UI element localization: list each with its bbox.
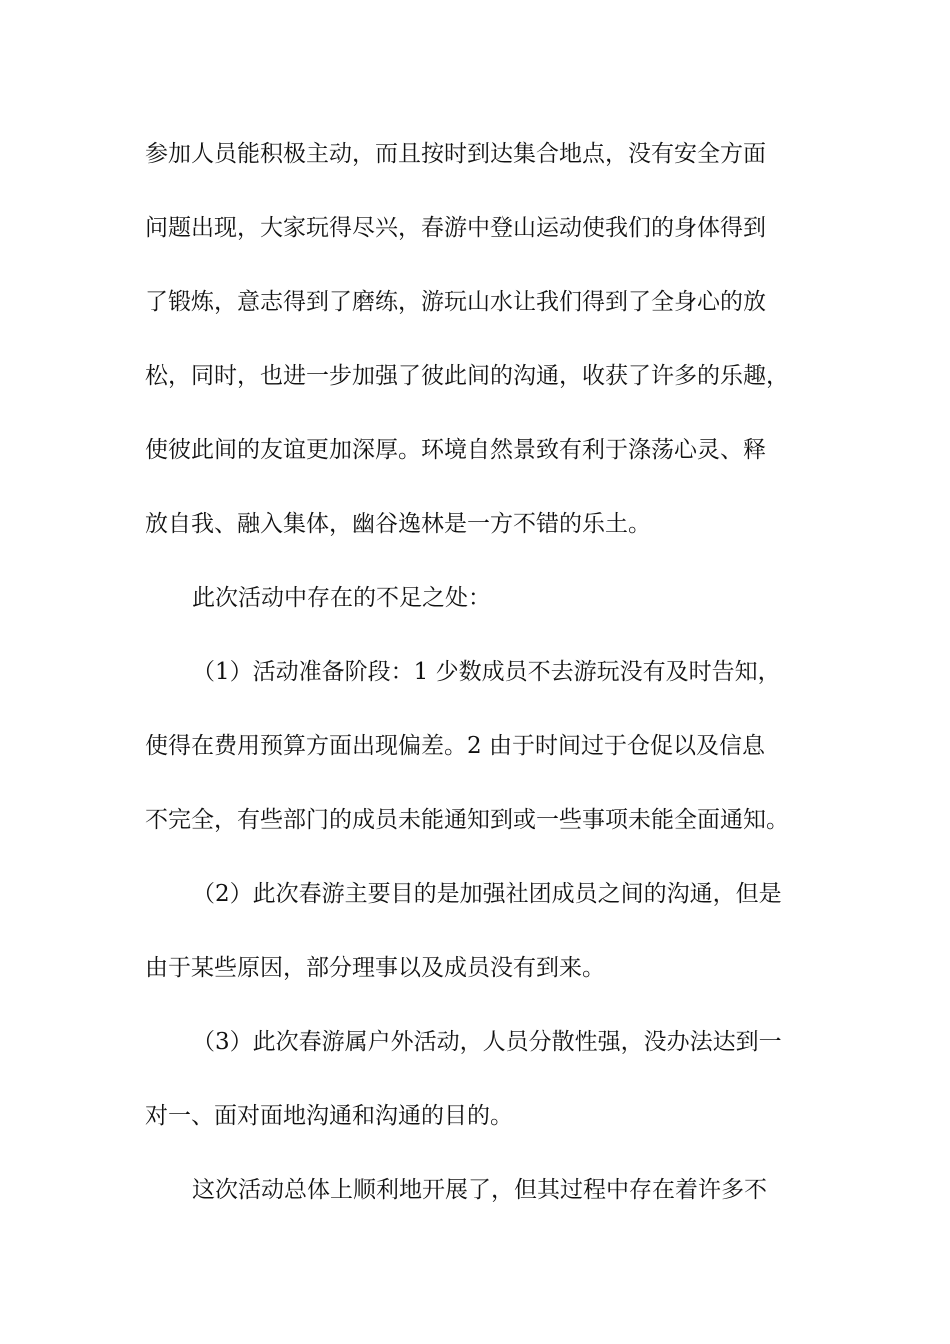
text-line: 由于某些原因，部分理事以及成员没有到来。 — [145, 955, 605, 981]
body-text — [145, 128, 830, 1238]
section-heading: 此次活动中存在的不足之处： — [192, 585, 491, 611]
text-line: 使得在费用预算方面出现偏差。2 由于时间过于仓促以及信息 — [145, 733, 765, 759]
text-line: 不完全，有些部门的成员未能通知到或一些事项未能全面通知。 — [145, 807, 789, 833]
text-line: 使彼此间的友谊更加深厚。环境自然景致有利于涤荡心灵、释 — [145, 437, 766, 463]
paragraph-start: 这次活动总体上顺利地开展了，但其过程中存在着许多不 — [192, 1177, 767, 1203]
text-line: 放自我、融入集体，幽谷逸林是一方不错的乐土。 — [145, 511, 651, 537]
text-line: 了锻炼，意志得到了磨练，游玩山水让我们得到了全身心的放 — [145, 289, 766, 315]
text-line: 松，同时，也进一步加强了彼此间的沟通，收获了许多的乐趣， — [145, 363, 789, 389]
list-item: （2）此次春游主要目的是加强社团成员之间的沟通，但是 — [192, 881, 782, 907]
text-line: 问题出现，大家玩得尽兴，春游中登山运动使我们的身体得到 — [145, 215, 766, 241]
text-line: 对一、面对面地沟通和沟通的目的。 — [145, 1103, 513, 1129]
list-item: （1）活动准备阶段：1 少数成员不去游玩没有及时告知， — [192, 659, 781, 685]
list-item: （3）此次春游属户外活动，人员分散性强，没办法达到一 — [192, 1029, 782, 1055]
text-line: 参加人员能积极主动，而且按时到达集合地点，没有安全方面 — [145, 141, 766, 167]
